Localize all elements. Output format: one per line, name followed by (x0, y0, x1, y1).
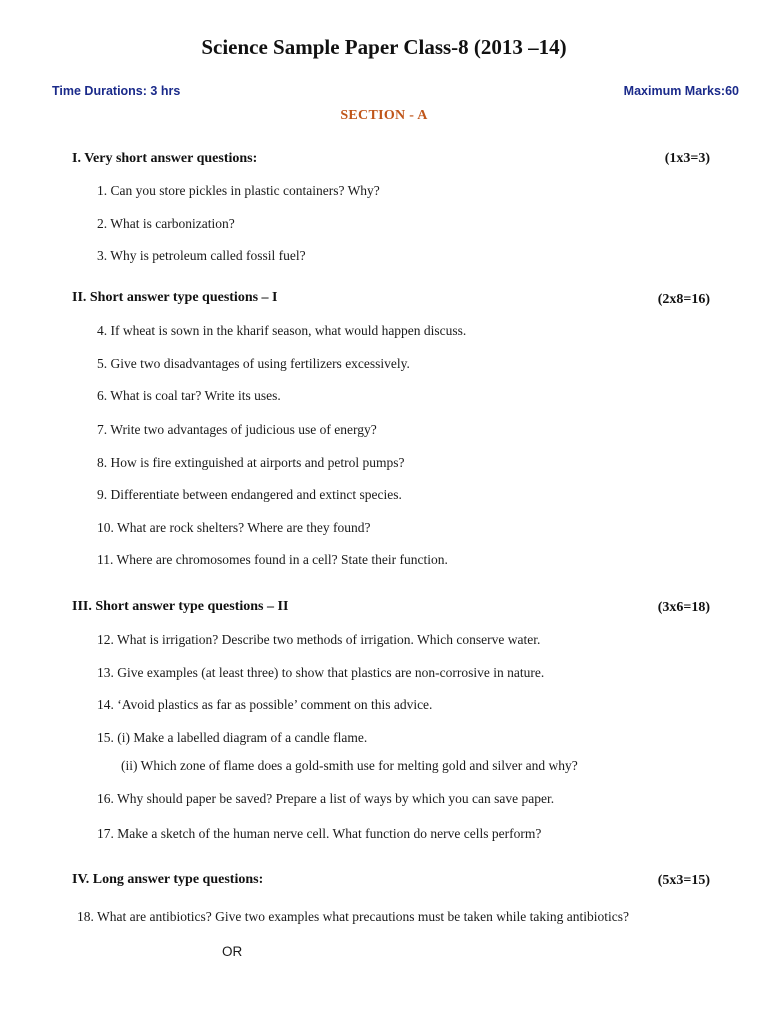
section-title: SECTION - A (340, 108, 428, 123)
question-item: 10. What are rock shelters? Where are they found? (97, 520, 371, 535)
question-item: 18. What are antibiotics? Give two examples what precautions must be taken while taking antibiotics? (77, 909, 629, 924)
or-separator: OR (222, 944, 243, 959)
group-heading-long-answer: IV. Long answer type questions: (72, 872, 264, 887)
group-marks-short-answer-2: (3x6=18) (657, 600, 710, 615)
question-item: 16. Why should paper be saved? Prepare a list of ways by which you can save paper. (97, 791, 555, 806)
question-sub-item: (ii) Which zone of flame does a gold-smith use for melting gold and silver and why? (121, 758, 578, 773)
question-item: 5. Give two disadvantages of using fertilizers excessively. (97, 356, 410, 371)
question-item: 13. Give examples (at least three) to show that plastics are non-corrosive in nature. (97, 665, 545, 680)
time-duration: Time Durations: 3 hrs (52, 84, 181, 98)
question-item: 2. What is carbonization? (97, 216, 235, 231)
group-marks-long-answer: (5x3=15) (657, 873, 710, 888)
group-heading-short-answer-1: II. Short answer type questions – I (72, 290, 278, 305)
maximum-marks: Maximum Marks:60 (623, 84, 739, 98)
question-item: 1. Can you store pickles in plastic containers? Why? (97, 183, 380, 198)
question-item: 3. Why is petroleum called fossil fuel? (97, 248, 306, 263)
question-item: 6. What is coal tar? Write its uses. (97, 388, 281, 403)
question-item: 14. ‘Avoid plastics as far as possible’ comment on this advice. (97, 697, 433, 712)
group-marks-short-answer-1: (2x8=16) (657, 292, 710, 307)
question-item: 11. Where are chromosomes found in a cell? State their function. (97, 552, 448, 567)
question-item: 12. What is irrigation? Describe two methods of irrigation. Which conserve water. (97, 632, 541, 647)
question-item: 17. Make a sketch of the human nerve cell. What function do nerve cells perform? (97, 826, 542, 841)
question-item: 4. If wheat is sown in the kharif season, what would happen discuss. (97, 323, 467, 338)
group-heading-short-answer-2: III. Short answer type questions – II (72, 599, 289, 614)
question-item: 9. Differentiate between endangered and extinct species. (97, 487, 402, 502)
group-marks-very-short: (1x3=3) (664, 151, 710, 166)
question-item: 15. (i) Make a labelled diagram of a candle flame. (97, 730, 368, 745)
question-item: 7. Write two advantages of judicious use of energy? (97, 422, 377, 437)
paper-title: Science Sample Paper Class-8 (2013 –14) (201, 35, 567, 59)
group-heading-very-short: I. Very short answer questions: (72, 151, 258, 166)
question-item: 8. How is fire extinguished at airports and petrol pumps? (97, 455, 405, 470)
